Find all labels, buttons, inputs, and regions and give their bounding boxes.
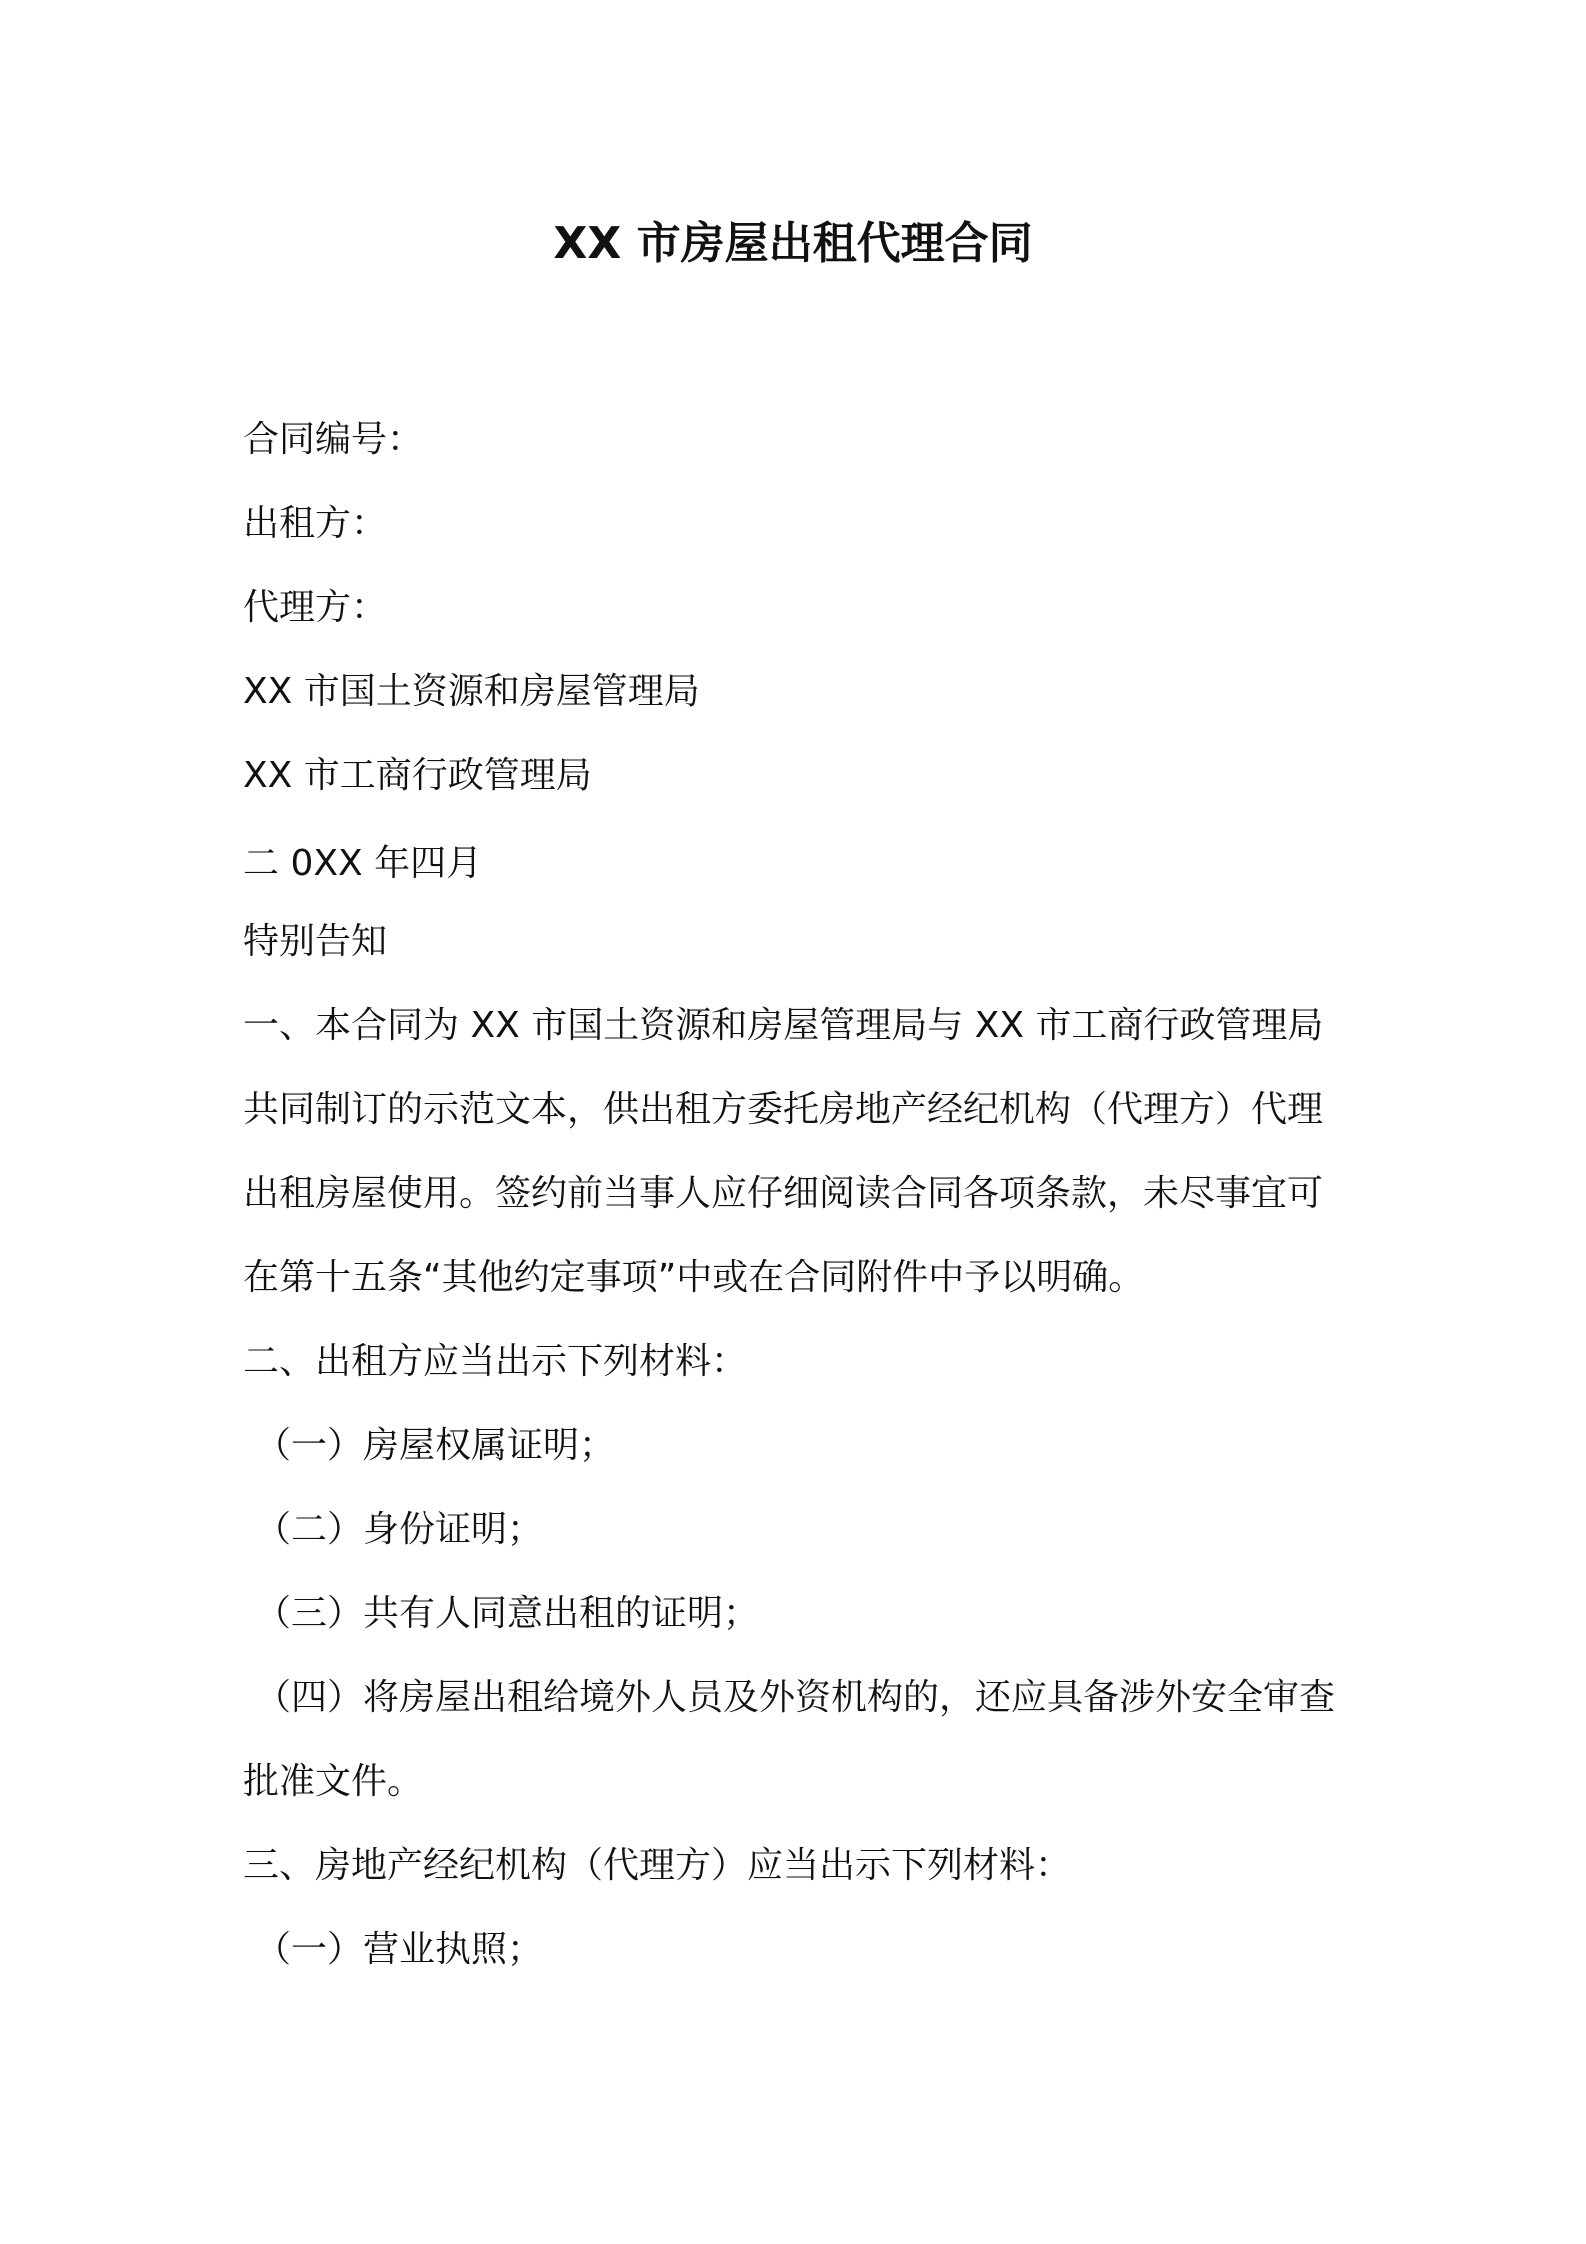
issue-date: 二 0XX 年四月 xyxy=(243,843,483,884)
clause-1-line-1: 一、本合同为 XX 市国土资源和房屋管理局与 XX 市工商行政管理局 xyxy=(243,1005,1324,1046)
clause-2-item-1: （一）房屋权属证明； xyxy=(255,1425,616,1466)
contract-number-field: 合同编号： xyxy=(243,419,424,460)
lessor-field: 出租方： xyxy=(243,503,388,544)
clause-2-item-4-cont: 批准文件。 xyxy=(243,1761,424,1802)
issuer-commerce-bureau: XX 市工商行政管理局 xyxy=(243,755,592,796)
agent-field: 代理方： xyxy=(243,587,388,628)
clause-3-item-1: （一）营业执照； xyxy=(255,1929,544,1970)
clause-3-heading: 三、房地产经纪机构（代理方）应当出示下列材料： xyxy=(243,1845,1072,1886)
notice-heading: 特别告知 xyxy=(243,921,388,962)
clause-2-item-4: （四）将房屋出租给境外人员及外资机构的，还应具备涉外安全审查 xyxy=(255,1677,1336,1718)
clause-2-item-3: （三）共有人同意出租的证明； xyxy=(255,1593,760,1634)
clause-2-heading: 二、出租方应当出示下列材料： xyxy=(243,1341,748,1382)
document-title: XX 市房屋出租代理合同 xyxy=(553,218,1033,269)
clause-1-line-4: 在第十五条“其他约定事项”中或在合同附件中予以明确。 xyxy=(243,1257,1145,1298)
clause-2-item-2: （二）身份证明； xyxy=(255,1509,544,1550)
issuer-land-bureau: XX 市国土资源和房屋管理局 xyxy=(243,671,700,712)
clause-1-line-2: 共同制订的示范文本，供出租方委托房地产经纪机构（代理方）代理 xyxy=(243,1089,1324,1130)
clause-1-line-3: 出租房屋使用。签约前当事人应仔细阅读合同各项条款，未尽事宜可 xyxy=(243,1173,1324,1214)
